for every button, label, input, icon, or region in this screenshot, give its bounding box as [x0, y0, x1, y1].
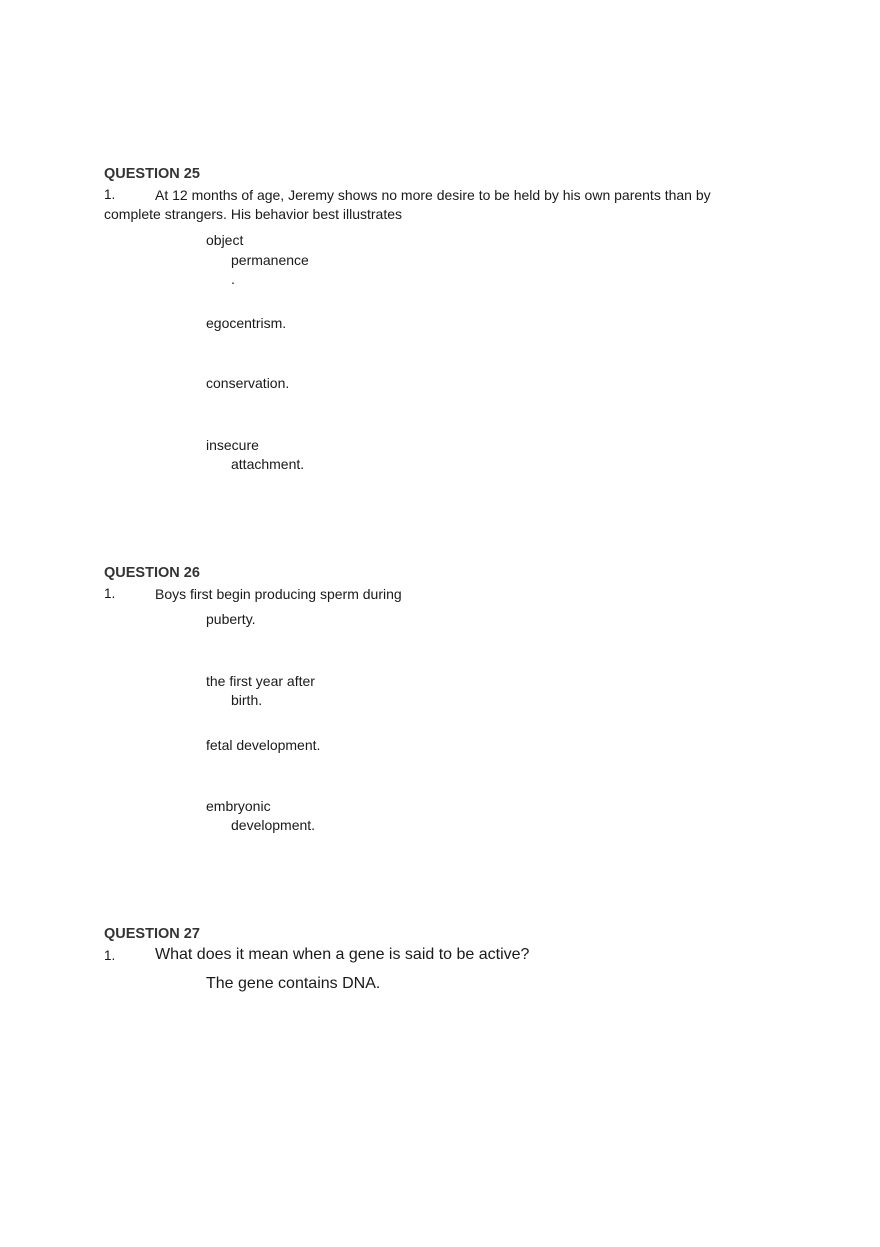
question-25-prompt-line1: At 12 months of age, Jeremy shows no more desire to be held by his own parents than by: [155, 187, 711, 203]
question-25-option-a-line1: object: [206, 232, 244, 248]
question-25-option-b: egocentrism.: [206, 315, 287, 331]
question-25-option-d-line1: insecure: [206, 437, 259, 453]
question-26-option-b-line2: birth.: [231, 692, 263, 708]
question-26-prompt: Boys first begin producing sperm during: [155, 586, 402, 602]
question-25-option-d-line2: attachment.: [231, 456, 305, 472]
question-25-option-a-line3: .: [231, 271, 235, 287]
question-26-title: QUESTION 26: [104, 565, 200, 581]
question-27-number: 1.: [104, 948, 116, 963]
question-27-prompt: What does it mean when a gene is said to be active?: [155, 946, 530, 963]
question-26-number: 1.: [104, 586, 116, 601]
question-27-option-a: The gene contains DNA.: [206, 975, 381, 992]
question-26-option-d-line1: embryonic: [206, 798, 271, 814]
question-25-number: 1.: [104, 187, 116, 202]
question-25-prompt-line2: complete strangers. His behavior best illustrates: [104, 206, 403, 222]
question-27-title: QUESTION 27: [104, 926, 200, 942]
question-25-option-c: conservation.: [206, 375, 290, 391]
question-26-option-d-line2: development.: [231, 817, 316, 833]
question-25-option-a-line2: permanence: [231, 252, 309, 268]
question-26-option-b-line1: the first year after: [206, 673, 315, 689]
question-26-option-a: puberty.: [206, 611, 256, 627]
question-26-option-c: fetal development.: [206, 737, 321, 753]
question-25-title: QUESTION 25: [104, 166, 200, 182]
